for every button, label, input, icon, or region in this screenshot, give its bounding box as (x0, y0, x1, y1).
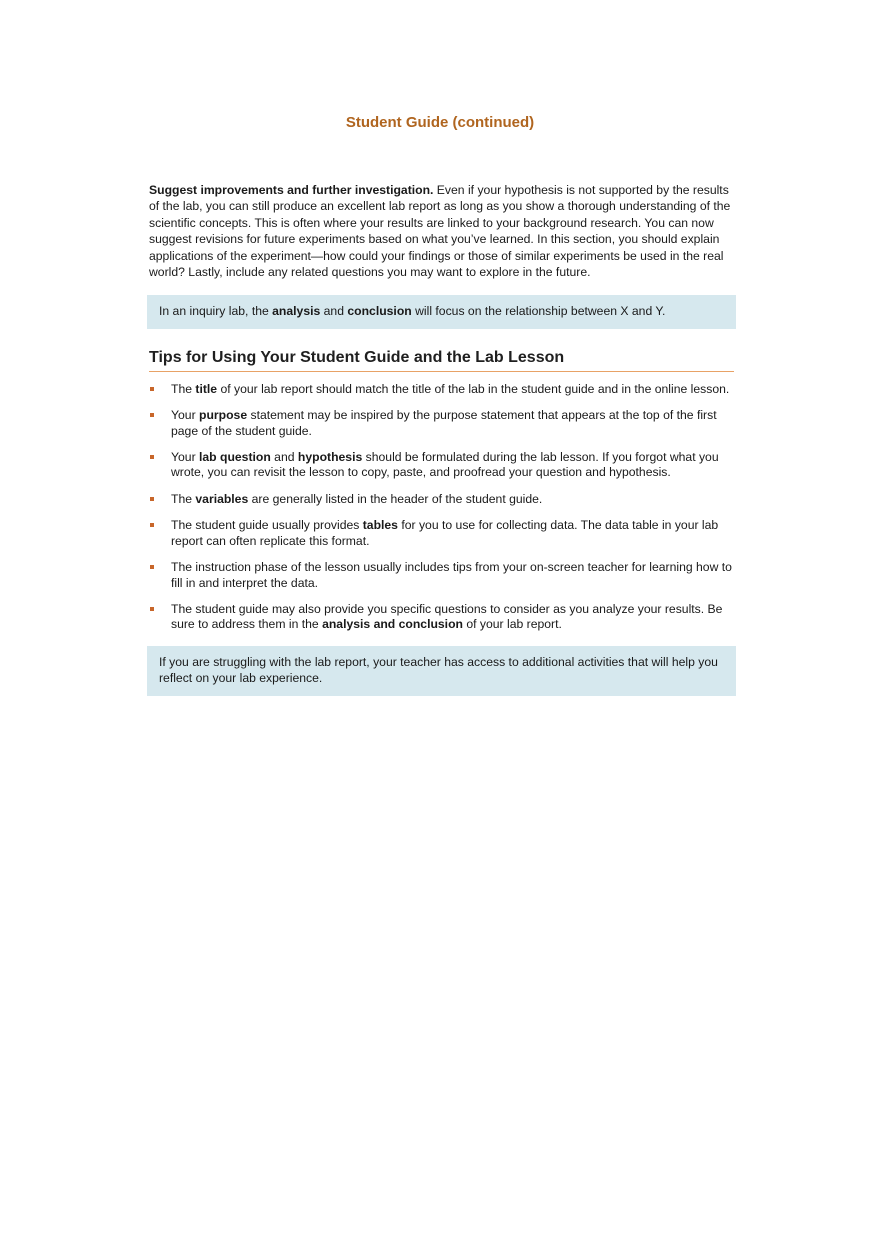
callout-text: and (320, 304, 348, 319)
tip-text: and (270, 450, 298, 465)
tips-list (149, 382, 734, 633)
square-bullet-icon (150, 497, 154, 501)
section-heading: Tips for Using Your Student Guide and the Lab Lesson (149, 349, 734, 372)
page-content (149, 182, 734, 696)
intro-paragraph (149, 182, 734, 280)
inquiry-callout (147, 295, 736, 328)
square-bullet-icon (150, 413, 154, 417)
tip-text: of your lab report should match the title of the lab in the student guide and in the online lesson. (217, 381, 730, 396)
callout-text: In an inquiry lab, the (159, 304, 273, 319)
square-bullet-icon (150, 565, 154, 569)
tip-text: statement may be inspired by the purpose statement that appears at the top of the first page of the student guide. (171, 408, 717, 438)
tip-text: The (171, 381, 196, 396)
tip-item (149, 492, 734, 507)
tip-bold: purpose (199, 408, 248, 423)
tip-text: Your (171, 450, 200, 465)
tip-bold: hypothesis (297, 450, 363, 465)
tip-bold: lab question (199, 450, 271, 465)
callout-text: will focus on the relationship between X and Y. (411, 304, 666, 319)
tip-text: The (171, 491, 196, 506)
tip-item (149, 382, 734, 397)
tip-text: should be formulated during the lab lesson. If you forgot what you wrote, you can revisit the lesson to copy, paste, and proofread your question and hypothesis. (171, 450, 719, 480)
help-callout: If you are struggling with the lab report, your teacher has access to additional activities that will help you reflect on your lab experience. (147, 646, 736, 696)
tip-item (149, 518, 734, 549)
tip-text: Your (171, 408, 200, 423)
tip-text: The student guide usually provides (171, 518, 363, 533)
tip-text: The student guide may also provide you specific questions to consider as you analyze your results. Be sure to address them in the (171, 601, 723, 632)
tip-item (149, 450, 734, 481)
square-bullet-icon (150, 387, 154, 391)
tip-bold: analysis and conclusion (322, 617, 463, 632)
tip-bold: title (195, 381, 218, 396)
page-title: Student Guide (continued) (345, 114, 535, 131)
intro-lead: Suggest improvements and further investigation. (149, 183, 434, 197)
tip-bold: variables (195, 491, 249, 506)
callout-bold-conclusion: conclusion (347, 304, 412, 319)
square-bullet-icon (150, 523, 154, 527)
tip-item (149, 560, 734, 591)
tip-item (149, 602, 734, 633)
tip-text: The instruction phase of the lesson usually includes tips from your on-screen teacher for learning how to fill in and interpret the data. (171, 560, 732, 590)
square-bullet-icon (150, 607, 154, 611)
intro-body: Even if your hypothesis is not supported by the results of the lab, you can still produce an excellent lab report as long as you show a thorough understanding of the scientific concepts. This is often where your results are linked to your background research. You can now suggest revisions for future experiments based on what you’ve learned. In this section, you should explain applications of the experiment—how could your findings or those of similar experiments be used in the real world? Lastly, include any related questions you may want to explore in the future. (149, 183, 731, 280)
tip-item (149, 408, 734, 439)
tip-text: for you to use for collecting data. The data table in your lab report can often replicate this format. (171, 518, 719, 548)
callout-bold-analysis: analysis (272, 304, 321, 319)
square-bullet-icon (150, 455, 154, 459)
tip-bold: tables (362, 518, 398, 533)
tip-text: of your lab report. (462, 617, 562, 632)
tip-text: are generally listed in the header of the student guide. (248, 491, 543, 506)
